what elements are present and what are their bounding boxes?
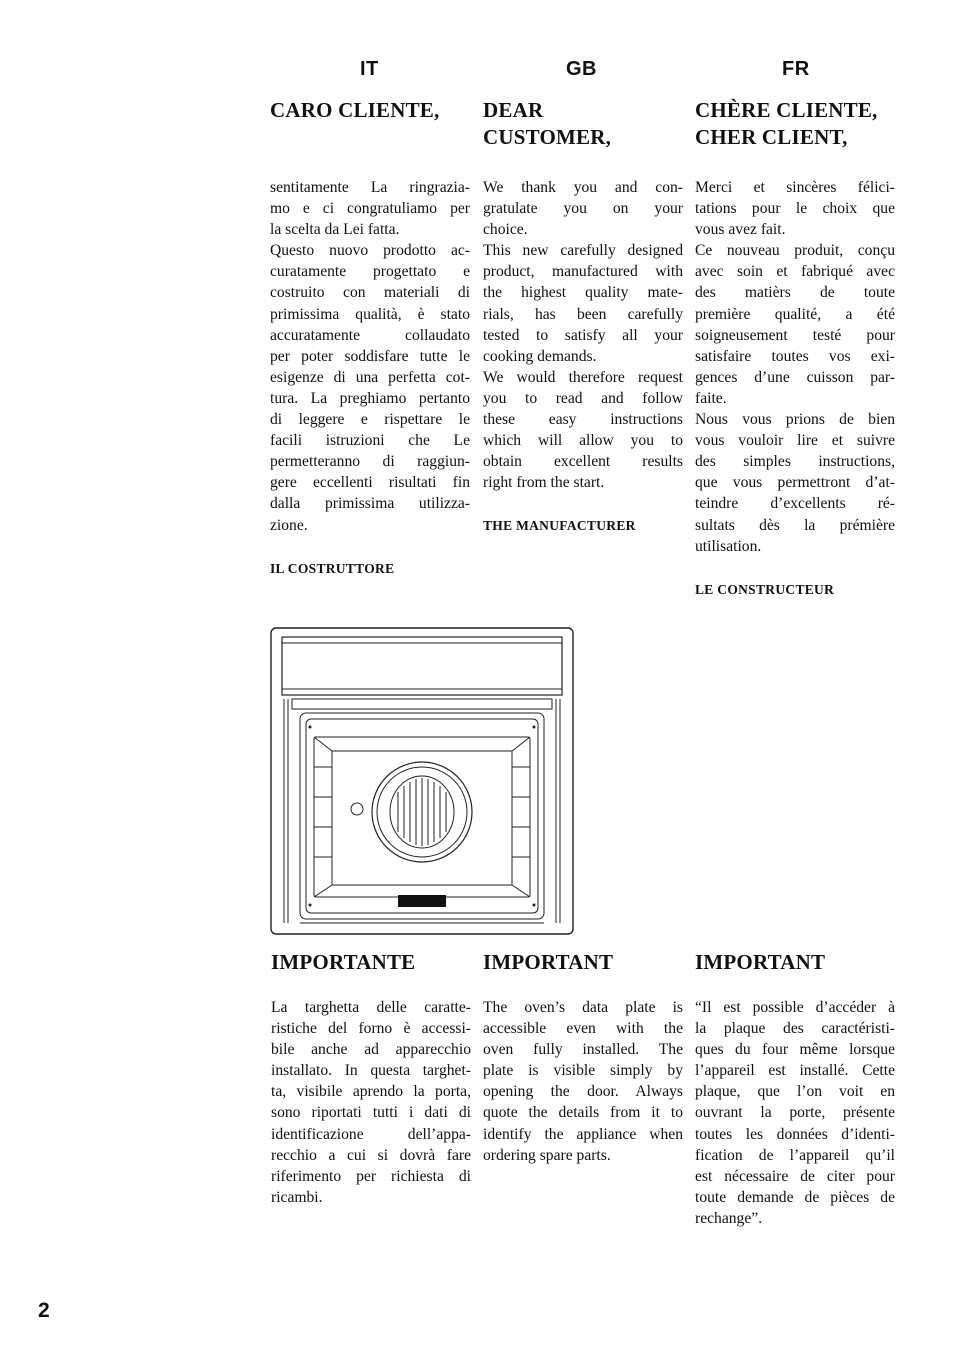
text-line: Ce nouveau produit, conçu [695, 242, 895, 260]
text-line: the highest quality mate- [483, 284, 683, 302]
text-line: ordering spare parts. [483, 1146, 611, 1164]
text-line: installato. In questa targhet- [271, 1062, 471, 1080]
important-text-fr [695, 997, 895, 1229]
text-line: tura. La preghiamo pertanto [270, 389, 470, 407]
important-title-fr: IMPORTANT [695, 950, 826, 974]
text-line: gratulate you on your [483, 200, 683, 218]
text-line: faite. [695, 389, 727, 407]
text-line: plate is visible simply by [483, 1062, 683, 1080]
text-line: these easy instructions [483, 411, 683, 429]
text-line: per poter soddisfare tutte le [270, 347, 470, 365]
text-line: We would therefore request [483, 368, 683, 386]
text-line: plaque, que l’on voit en [695, 1083, 895, 1101]
text-line: avec soin et fabriqué avec [695, 263, 895, 281]
text-line: tations pour le choix que [695, 200, 895, 218]
text-line: We thank you and con- [483, 179, 683, 196]
text-line: recchio a cui si dovrà fare [271, 1146, 471, 1164]
text-line: vous avez fait. [695, 221, 786, 239]
text-line: permetteranno di raggiun- [270, 453, 470, 471]
text-line: gere eccellenti risultati fin [270, 474, 470, 492]
text-line: sultats dès la prémière [695, 516, 895, 534]
text-line: l’appareil est installé. Cette [695, 1062, 895, 1080]
text-line: toute demande de pièces de [695, 1188, 895, 1206]
text-line: la plaque des caractéristi- [695, 1020, 895, 1038]
text-line: ristiche del forno è accessi- [271, 1020, 471, 1038]
lang-code-it: IT [360, 58, 379, 80]
text-line: costruito con materiali di [270, 284, 470, 302]
text-line: This new carefully designed [483, 242, 683, 260]
text-line: des simples instructions, [695, 453, 895, 471]
text-line: facili istruzioni che Le [270, 432, 470, 450]
text-line: dalla primissima utilizza- [270, 495, 470, 513]
text-line: ques du four même lorsque [695, 1041, 895, 1059]
text-line: opening the door. Always [483, 1083, 683, 1101]
text-line: toutes les données d’identi- [695, 1125, 895, 1143]
important-title-it: IMPORTANTE [271, 950, 416, 974]
lang-code-fr: FR [782, 58, 810, 80]
text-line: ricambi. [271, 1188, 323, 1206]
text-line: identificazione dell’appa- [271, 1125, 471, 1143]
intro-text-it [270, 177, 470, 536]
text-line: accuratamente collaudato [270, 326, 470, 344]
text-line: zione. [270, 516, 308, 534]
text-line: sono riportati tutti i dati di [271, 1104, 471, 1122]
text-line: utilisation. [695, 537, 762, 555]
important-text-gb [483, 997, 683, 1166]
text-line: rechange”. [695, 1209, 763, 1227]
title-line: CHÈRE CLIENTE, [695, 98, 878, 122]
text-line: primissima qualità, è stato [270, 305, 470, 323]
text-line: Nous vous prions de bien [695, 411, 895, 429]
text-line: right from the start. [483, 474, 605, 492]
text-line: première qualité, a été [695, 305, 895, 323]
text-line: mo e ci congratuliamo per [270, 200, 470, 218]
text-line: choice. [483, 221, 528, 239]
oven-illustration [270, 627, 575, 936]
text-line: cooking demands. [483, 347, 597, 365]
text-line: obtain excellent results [483, 453, 683, 471]
important-title-gb: IMPORTANT [483, 950, 614, 974]
text-line: fication de l’appareil qu’il [695, 1146, 895, 1164]
signature-it: IL COSTRUTTORE [270, 561, 395, 576]
text-line: bile anche ad apparecchio [271, 1041, 471, 1059]
text-line: which will allow you to [483, 432, 683, 450]
intro-text-gb [483, 177, 683, 493]
signature-gb: THE MANUFACTURER [483, 518, 636, 533]
title-line: CUSTOMER, [483, 125, 612, 149]
important-text-it [271, 997, 471, 1208]
text-line: Merci et sincères félici- [695, 179, 895, 196]
text-line: product, manufactured with [483, 263, 683, 281]
text-line: accessible even with the [483, 1020, 683, 1038]
text-line: sentitamente La ringrazia- [270, 179, 470, 196]
text-line: identify the appliance when [483, 1125, 683, 1143]
text-line: soigneusement testé pour [695, 326, 895, 344]
text-line: “Il est possible d’accéder à [695, 999, 895, 1016]
greeting-title-gb [483, 97, 611, 151]
page-number: 2 [38, 1299, 50, 1322]
text-line: Questo nuovo prodotto ac- [270, 242, 470, 260]
greeting-title-it [270, 97, 439, 124]
text-line: rials, has been carefully [483, 305, 683, 323]
text-line: tested to satisfy all your [483, 326, 683, 344]
text-line: vous vouloir lire et suivre [695, 432, 895, 450]
text-line: ouvrant la porte, présente [695, 1104, 895, 1122]
title-line: DEAR [483, 98, 544, 122]
text-line: di leggere e rispettare le [270, 411, 470, 429]
text-line: curatamente progettato e [270, 263, 470, 281]
text-line: la scelta da Lei fatta. [270, 221, 400, 239]
text-line: riferimento per richiesta di [271, 1167, 471, 1185]
text-line: est nécessaire de citer pour [695, 1167, 895, 1185]
text-line: que vous permettront d’at- [695, 474, 895, 492]
text-line: The oven’s data plate is [483, 999, 683, 1016]
text-line: esigenze di una perfetta cot- [270, 368, 470, 386]
title-line: CARO CLIENTE, [270, 98, 440, 122]
text-line: you to read and follow [483, 389, 683, 407]
text-line: satisfaire toutes vos exi- [695, 347, 895, 365]
lang-code-gb: GB [566, 58, 597, 80]
greeting-title-fr [695, 97, 878, 151]
text-line: gences d’une cuisson par- [695, 368, 895, 386]
text-line: des matièrs de toute [695, 284, 895, 302]
title-line: CHER CLIENT, [695, 125, 848, 149]
data-plate [398, 895, 446, 907]
text-line: oven fully installed. The [483, 1041, 683, 1059]
text-line: ta, visibile aprendo la porta, [271, 1083, 471, 1101]
text-line: teindre d’excellents ré- [695, 495, 895, 513]
text-line: La targhetta delle caratte- [271, 999, 471, 1016]
text-line: quote the details from it to [483, 1104, 683, 1122]
intro-text-fr [695, 177, 895, 557]
signature-fr: LE CONSTRUCTEUR [695, 582, 835, 597]
